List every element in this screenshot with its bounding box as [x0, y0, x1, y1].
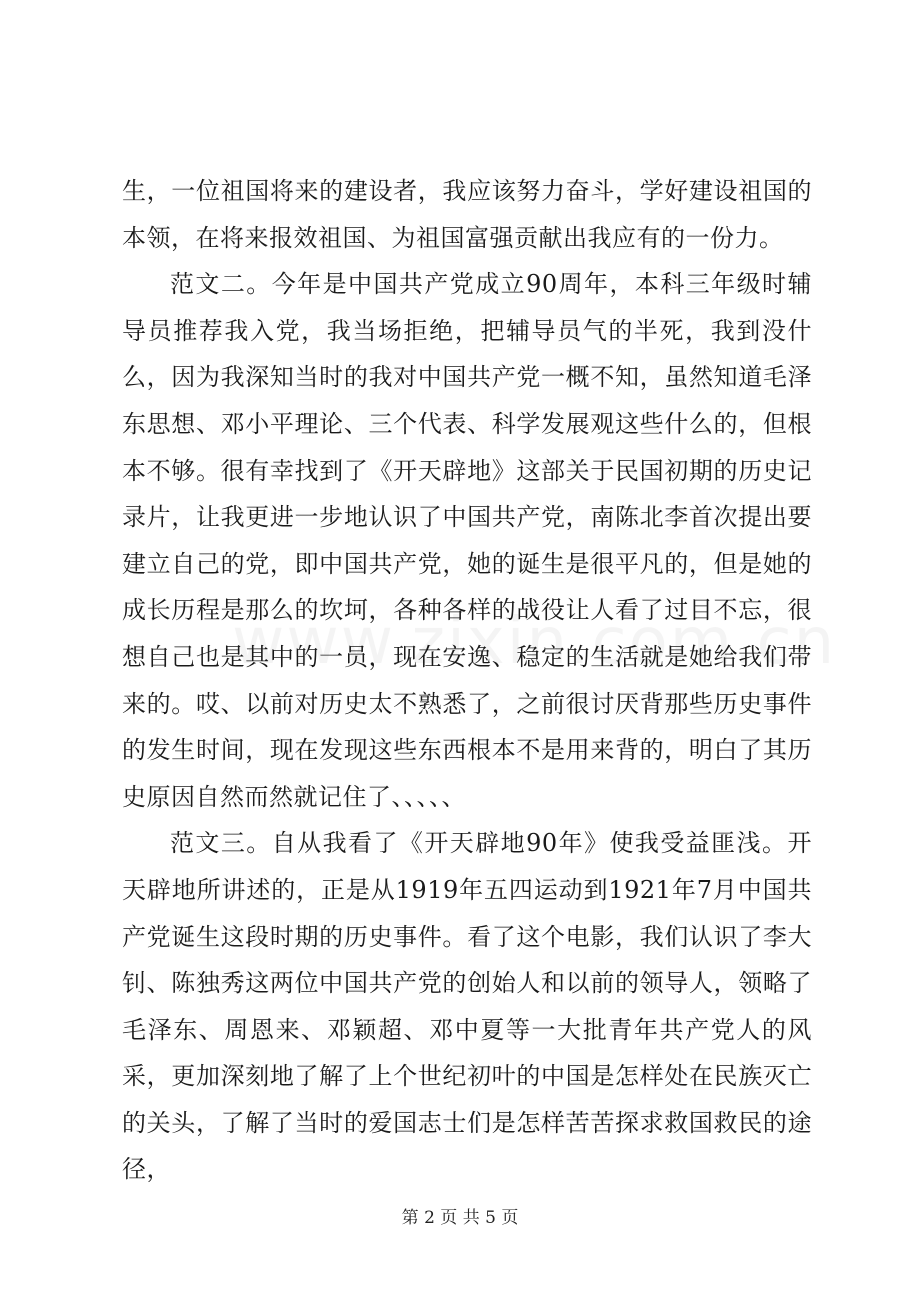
document-body: [122, 168, 812, 1193]
page-footer: 第 2 页 共 5 页: [401, 1208, 519, 1228]
paragraph-sample-three: 范文三。自从我看了《开天辟地90年》使我受益匪浅。开天辟地所讲述的，正是从1919年五四运动到1921年7月中国共产党诞生这段时期的历史事件。看了这个电影，我们认识了李大钊、陈独秀这两位中国共产党的创始人和以前的领导人，领略了毛泽东、周恩来、邓颖超、邓中夏等一大批青年共产党人的风采，更加深刻地了解了上个世纪初叶的中国是怎样处在民族灭亡的关头，了解了当时的爱国志士们是怎样苦苦探求救国救民的途径，: [122, 829, 812, 1184]
paragraph-sample-two: 范文二。今年是中国共产党成立90周年，本科三年级时辅导员推荐我入党，我当场拒绝，把辅导员气的半死，我到没什么，因为我深知当时的我对中国共产党一概不知，虽然知道毛泽东思想、邓小平理论、三个代表、科学发展观这些什么的，但根本不够。很有幸找到了《开天辟地》这部关于民国初期的历史记录片，让我更进一步地认识了中国共产党，南陈北李首次提出要建立自己的党，即中国共产党，她的诞生是很平凡的，但是她的成长历程是那么的坎坷，各种各样的战役让人看了过目不忘，很想自己也是其中的一员，现在安逸、稳定的生活就是她给我们带来的。哎、以前对历史太不熟悉了，之前很讨厌背那些历史事件的发生时间，现在发现这些东西根本不是用来背的，明白了其历史原因自然而然就记住了、、、、、: [122, 270, 812, 811]
paragraph-continuation: 生，一位祖国将来的建设者，我应该努力奋斗，学好建设祖国的本领，在将来报效祖国、为祖国富强贡献出我应有的一份力。: [122, 177, 812, 252]
